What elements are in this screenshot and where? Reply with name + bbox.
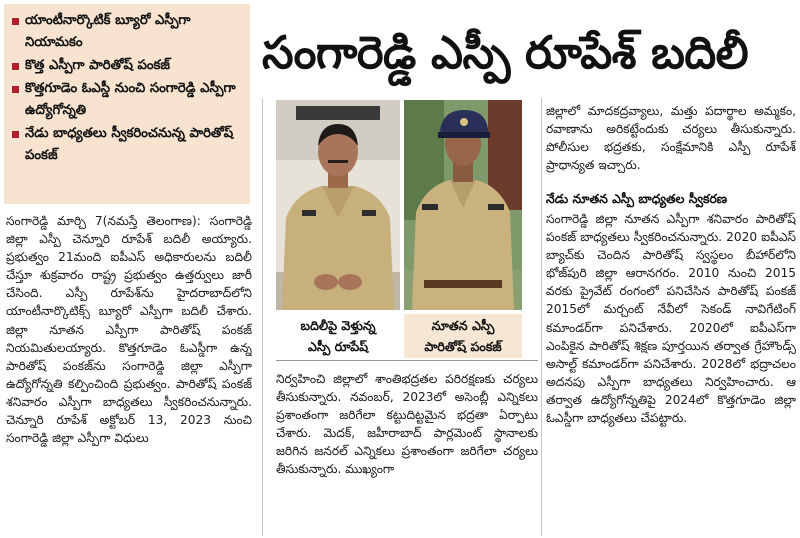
caption-line: బదిలీపై వెళ్తున్న xyxy=(300,318,376,333)
caption-line: పారితోష్ పంకజ్ xyxy=(424,339,502,354)
square-bullet-icon xyxy=(12,131,19,138)
caption-outgoing-sp xyxy=(276,314,400,358)
article-body-middle: నిర్వహించి జిల్లాలో శాంతిభద్రతల పరిరక్షణకు చర్యలు తీసుకున్నారు. నవంబర్, 2023లో అసెంబ్లీ ఎన్నికలు ప్రశాంతంగా జరిగేలా కట్టుదిట్టమైన భద్రతా ఏర్పాటు చేశారు. మెదక్, జహీరాబాద్ పార్లమెంట్ స్థానాలకు జరిగిన జనరల్ ఎన్నికలు ప్రశాంతంగా జరిగేలా చర్యలు తీసుకున్నారు. ముఖ్యంగా xyxy=(276,372,538,477)
article-body-right: సంగారెడ్డి జిల్లా నూతన ఎస్పీగా శనివారం పారితోష్ పంకజ్ బాధ్యతలు స్వీకరించనున్నారు. 2020 ఐపీఎస్ బ్యాచ్‌కు చెందిన పారితోష్ స్వస్థలం బీహార్‌లోని భోజ్‌పురి జిల్లా ఆరానగరం. 2010 నుంచి 2015 వరకు ప్రైవేట్ రంగంలో పనిచేసిన పారితోష్ పంకజ్ 2015లో మర్చంట్ నేవీలో సెకండ్ నావిగేటింగ్ కమాండర్‌గా పనిచేశారు. 2020లో ఐపీఎస్‌గా ఎంపికైన పారితోష్ శిక్షణ పూర్తయిన తర్వాత గ్రేహౌండ్స్ అసాల్ట్ కమాండర్‌గా పనిచేశారు. 2028లో భద్రాచలం అదనపు ఎస్పీగా బాధ్యతలు నిర్వహించారు. ఆ తర్వాత ఉద్యోగోన్నతిపై 2024లో కొత్తగూడెం జిల్లా ఓఎస్డీగా బాధ్యతలు చేపట్టారు. xyxy=(546,212,796,426)
photo-new-sp xyxy=(404,100,522,310)
photo-outgoing-sp xyxy=(276,100,400,310)
highlight-text: కొత్త ఎస్పీగా పారితోష్ పంకజ్ xyxy=(25,58,171,73)
highlight-item xyxy=(12,55,244,77)
highlights-box xyxy=(4,4,250,204)
caption-line: ఎస్పీ రూపేష్ xyxy=(307,339,369,354)
officer-portrait-1 xyxy=(276,100,400,310)
highlight-item xyxy=(12,10,244,54)
caption-new-sp xyxy=(404,314,522,358)
highlight-text: కొత్తగూడెం ఓఎస్డీ నుంచి సంగారెడ్డి ఎస్పీగా ఉద్యోగోన్నతి xyxy=(25,81,236,118)
article-body-left: సంగారెడ్డి మార్చి 7(నమస్తే తెలంగాణ): సంగారెడ్డి జిల్లా ఎస్పీ చెన్నూరి రూపేశ్ బదిలీ అయ్యారు. ప్రభుత్వం 21మంది ఐపీఎస్ అధికారులను బదిలీ చేస్తూ శుక్రవారం రాష్ట్ర ప్రభుత్వం ఉత్తర్వులు జారీ చేసింది. ఎస్పీ రూపేశ్‌ను హైదరాబాద్‌లోని యాంటీనార్కొటిక్స్ బ్యూరో ఎస్పీగా బదిలీ చేశారు. జిల్లా నూతన ఎస్పీగా పారితోష్ పంకజ్ నియమితులయ్యారు. కొత్తగూడెం ఓఎస్డీగా ఉన్న పారితోష్ పంకజ్‌ను సంగారెడ్డి జిల్లా ఎస్పీగా ఉద్యోగోన్నతి కల్పించింది ప్రభుత్వం. పారితోష్ పంకజ్ శనివారం ఎస్పీగా బాధ్యతలు స్వీకరించనున్నారు. చెన్నూరి రూపేశ్ అక్టోబర్ 13, 2023 నుంచి సంగారెడ్డి జిల్లా ఎస్పీగా విధులు xyxy=(6,214,252,446)
headline: సంగారెడ్డి ఎస్పీ రూపేశ్ బదిలీ xyxy=(262,26,749,79)
highlight-text: నేడు బాధ్యతలు స్వీకరించనున్న పారితోష్ పంకజ్ xyxy=(25,126,234,163)
caption-divider xyxy=(276,360,538,361)
subheading: నేడు నూతన ఎస్పీ బాధ్యతల స్వీకరణ xyxy=(546,191,728,206)
highlight-item xyxy=(12,123,244,167)
highlight-text: యాంటీనార్కొటిక్ బ్యూరో ఎస్పీగా నియామకం xyxy=(25,13,191,50)
officer-portrait-2 xyxy=(404,100,522,310)
highlight-item xyxy=(12,78,244,122)
column-divider xyxy=(541,98,542,536)
square-bullet-icon xyxy=(12,18,19,25)
column-divider xyxy=(262,98,263,536)
square-bullet-icon xyxy=(12,86,19,93)
caption-line: నూతన ఎస్పీ xyxy=(431,318,495,333)
article-body-right-top: జిల్లాలో మాదకద్రవ్యాలు, మత్తు పదార్థాల అమ్మకం, రవాణాను అరికట్టేందుకు చర్యలు తీసుకున్నారు. పోలీసుల భద్రతకు, సంక్షేమానికి ఎస్పీ రూపేశ్ ప్రాధాన్యత ఇచ్చారు. xyxy=(546,104,796,173)
square-bullet-icon xyxy=(12,63,19,70)
